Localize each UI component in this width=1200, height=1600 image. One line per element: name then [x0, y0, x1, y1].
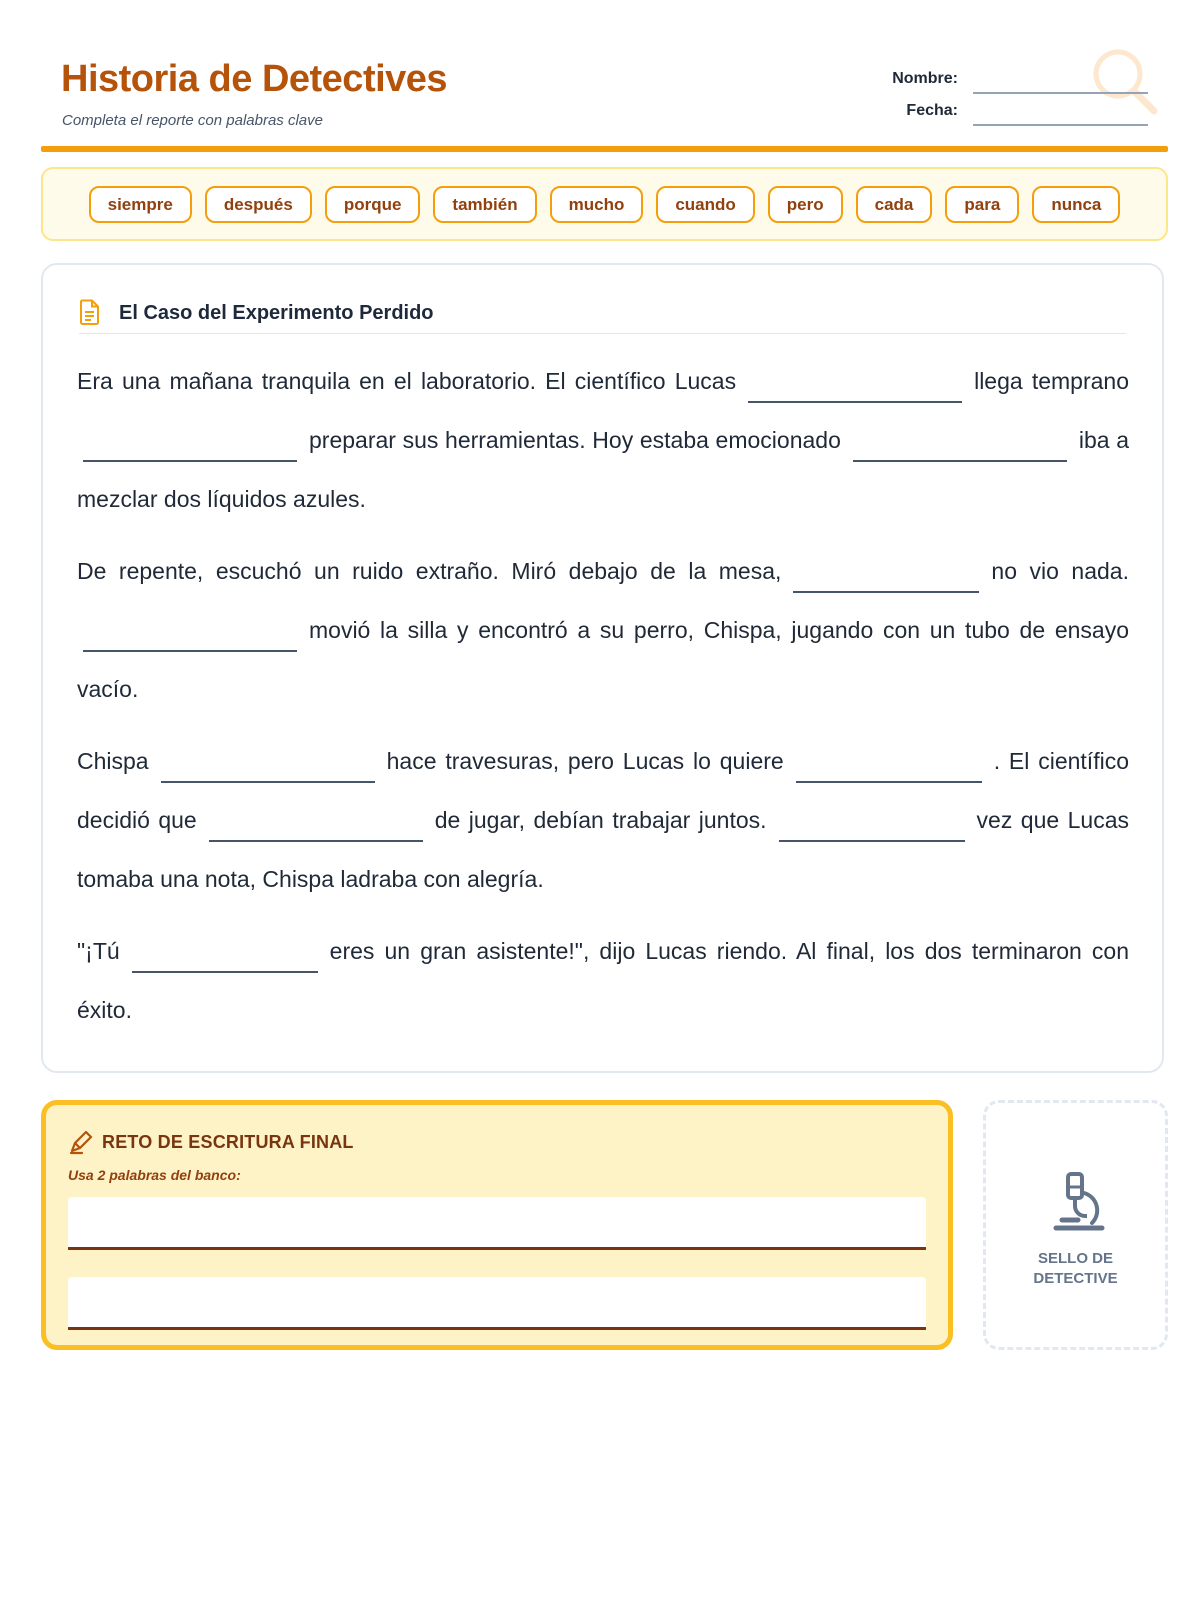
word-chip: cada — [856, 186, 933, 223]
word-bank — [41, 167, 1168, 241]
header-divider — [41, 146, 1168, 152]
answer-blank[interactable] — [853, 430, 1067, 462]
name-label: Nombre: — [892, 70, 958, 87]
story-paragraph — [77, 542, 1129, 719]
story-paragraph — [77, 922, 1129, 1040]
story-text: iba a mezclar dos líquidos azules. — [77, 427, 1130, 512]
writing-challenge — [41, 1100, 953, 1350]
answer-blank[interactable] — [748, 371, 962, 403]
word-chip: también — [433, 186, 536, 223]
answer-blank[interactable] — [83, 620, 297, 652]
story-text: Era una mañana tranquila en el laboratorio. El científico Lucas — [77, 368, 737, 394]
word-chip: pero — [768, 186, 843, 223]
worksheet-header — [41, 44, 1168, 144]
stamp-label — [986, 1249, 1165, 1289]
document-icon — [79, 299, 101, 325]
story-text: Chispa — [77, 748, 149, 774]
word-chip: siempre — [89, 186, 192, 223]
detective-stamp — [983, 1100, 1168, 1350]
answer-blank[interactable] — [209, 810, 423, 842]
challenge-instruction: Usa 2 palabras del banco: — [68, 1167, 241, 1183]
answer-blank[interactable] — [161, 751, 375, 783]
page-subtitle: Completa el reporte con palabras clave — [62, 112, 323, 129]
writing-line[interactable] — [68, 1197, 926, 1250]
story-paragraph — [77, 732, 1129, 909]
writing-line[interactable] — [68, 1277, 926, 1330]
story-text: eres un gran asistente!", dijo Lucas riendo. Al final, los dos terminaron con éxito. — [77, 938, 1129, 1023]
name-row — [878, 68, 1148, 94]
date-field[interactable] — [973, 124, 1148, 126]
name-field[interactable] — [973, 92, 1148, 94]
date-label: Fecha: — [906, 102, 958, 119]
story-title: El Caso del Experimento Perdido — [119, 302, 434, 324]
pencil-icon — [68, 1129, 94, 1155]
story-text: . El científico decidió que — [77, 748, 1129, 833]
word-chip: cuando — [656, 186, 754, 223]
word-chip: porque — [325, 186, 421, 223]
story-paragraph — [77, 352, 1129, 529]
story-text: preparar sus herramientas. Hoy estaba emocionado — [309, 427, 841, 453]
answer-blank[interactable] — [779, 810, 965, 842]
word-chip: después — [205, 186, 312, 223]
story-text: llega temprano — [974, 368, 1129, 394]
word-chip: mucho — [550, 186, 644, 223]
page-title: Historia de Detectives — [61, 58, 448, 100]
answer-blank[interactable] — [132, 941, 318, 973]
stamp-label-line: SELLO DE — [1037, 1250, 1113, 1267]
story-header — [79, 299, 1126, 334]
challenge-title: RETO DE ESCRITURA FINAL — [102, 1132, 354, 1152]
word-chip: para — [945, 186, 1019, 223]
story-text: movió la silla y encontró a su perro, Chispa, jugando con un tubo de ensayo vacío. — [77, 617, 1129, 702]
stamp-label-line: DETECTIVE — [1033, 1270, 1118, 1287]
story-text: De repente, escuchó un ruido extraño. Miró debajo de la mesa, — [77, 558, 782, 584]
story-text: de jugar, debían trabajar juntos. — [434, 807, 767, 833]
story-text: hace travesuras, pero Lucas lo quiere — [386, 748, 784, 774]
word-chip: nunca — [1032, 186, 1120, 223]
answer-blank[interactable] — [796, 751, 982, 783]
microscope-icon — [1048, 1171, 1108, 1235]
answer-blank[interactable] — [83, 430, 297, 462]
story-text: vez que Lucas tomaba una nota, Chispa ladraba con alegría. — [77, 807, 1129, 892]
answer-blank[interactable] — [793, 561, 979, 593]
story-text: "¡Tú — [77, 938, 120, 964]
date-row — [878, 100, 1148, 126]
story-text: no vio nada. — [991, 558, 1129, 584]
